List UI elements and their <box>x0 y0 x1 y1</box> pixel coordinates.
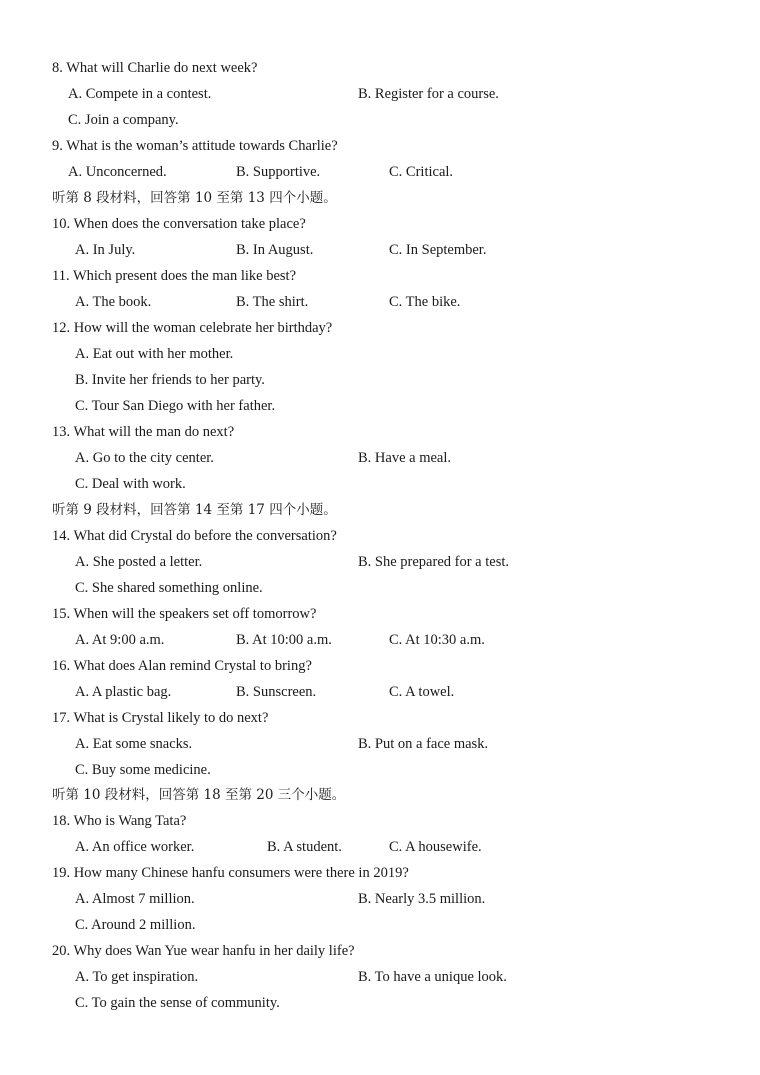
option-c: C. A housewife. <box>389 839 482 855</box>
question-stem: 11. Which present does the man like best? <box>52 268 297 284</box>
section-instruction: 听第 9 段材料，回答第 14 至第 17 四个小题。 <box>52 502 337 518</box>
option-c: C. A towel. <box>389 684 455 700</box>
option-a: A. An office worker. <box>75 839 195 855</box>
option-c: C. The bike. <box>389 294 461 310</box>
option-c: C. Deal with work. <box>75 476 186 492</box>
option-a: A. Go to the city center. <box>75 450 214 466</box>
option-c: C. Around 2 million. <box>75 917 196 933</box>
option-a: A. To get inspiration. <box>75 969 199 985</box>
question-stem: 8. What will Charlie do next week? <box>52 60 258 76</box>
option-b: B. Supportive. <box>236 164 321 180</box>
option-c: C. In September. <box>389 242 487 258</box>
question-stem: 10. When does the conversation take place? <box>52 216 306 232</box>
option-c: C. At 10:30 a.m. <box>389 632 485 648</box>
question-stem: 15. When will the speakers set off tomorrow? <box>52 606 317 622</box>
option-b: B. Register for a course. <box>358 86 499 102</box>
option-a: A. Eat out with her mother. <box>75 346 234 362</box>
option-c: C. Critical. <box>389 164 454 180</box>
option-c: C. Tour San Diego with her father. <box>75 398 276 414</box>
option-b: B. Nearly 3.5 million. <box>358 891 486 907</box>
option-c: C. She shared something online. <box>75 580 263 596</box>
question-stem: 19. How many Chinese hanfu consumers were there in 2019? <box>52 865 409 881</box>
option-a: A. Compete in a contest. <box>68 86 212 102</box>
option-b: B. Sunscreen. <box>236 684 317 700</box>
option-c: C. Join a company. <box>68 112 179 128</box>
option-b: B. Invite her friends to her party. <box>75 372 265 388</box>
option-b: B. She prepared for a test. <box>358 554 509 570</box>
option-a: A. She posted a letter. <box>75 554 203 570</box>
option-a: A. Almost 7 million. <box>75 891 195 907</box>
option-a: A. Unconcerned. <box>68 164 167 180</box>
option-c: C. Buy some medicine. <box>75 762 211 778</box>
option-c: C. To gain the sense of community. <box>75 995 280 1011</box>
option-b: B. At 10:00 a.m. <box>236 632 332 648</box>
question-stem: 13. What will the man do next? <box>52 424 235 440</box>
section-instruction: 听第 8 段材料，回答第 10 至第 13 四个小题。 <box>52 190 337 206</box>
question-stem: 16. What does Alan remind Crystal to bring? <box>52 658 312 674</box>
option-b: B. Put on a face mask. <box>358 736 489 752</box>
option-a: A. The book. <box>75 294 152 310</box>
option-b: B. In August. <box>236 242 314 258</box>
option-b: B. The shirt. <box>236 294 309 310</box>
option-a: A. Eat some snacks. <box>75 736 193 752</box>
option-a: A. A plastic bag. <box>75 684 172 700</box>
question-stem: 18. Who is Wang Tata? <box>52 813 187 829</box>
option-a: A. In July. <box>75 242 136 258</box>
option-b: B. To have a unique look. <box>358 969 507 985</box>
option-a: A. At 9:00 a.m. <box>75 632 165 648</box>
question-stem: 20. Why does Wan Yue wear hanfu in her daily life? <box>52 943 355 959</box>
option-b: B. Have a meal. <box>358 450 452 466</box>
question-stem: 17. What is Crystal likely to do next? <box>52 710 269 726</box>
question-stem: 12. How will the woman celebrate her birthday? <box>52 320 333 336</box>
section-instruction: 听第 10 段材料，回答第 18 至第 20 三个小题。 <box>52 787 346 803</box>
question-stem: 14. What did Crystal do before the conversation? <box>52 528 337 544</box>
option-b: B. A student. <box>267 839 342 855</box>
question-stem: 9. What is the woman’s attitude towards Charlie? <box>52 138 338 154</box>
